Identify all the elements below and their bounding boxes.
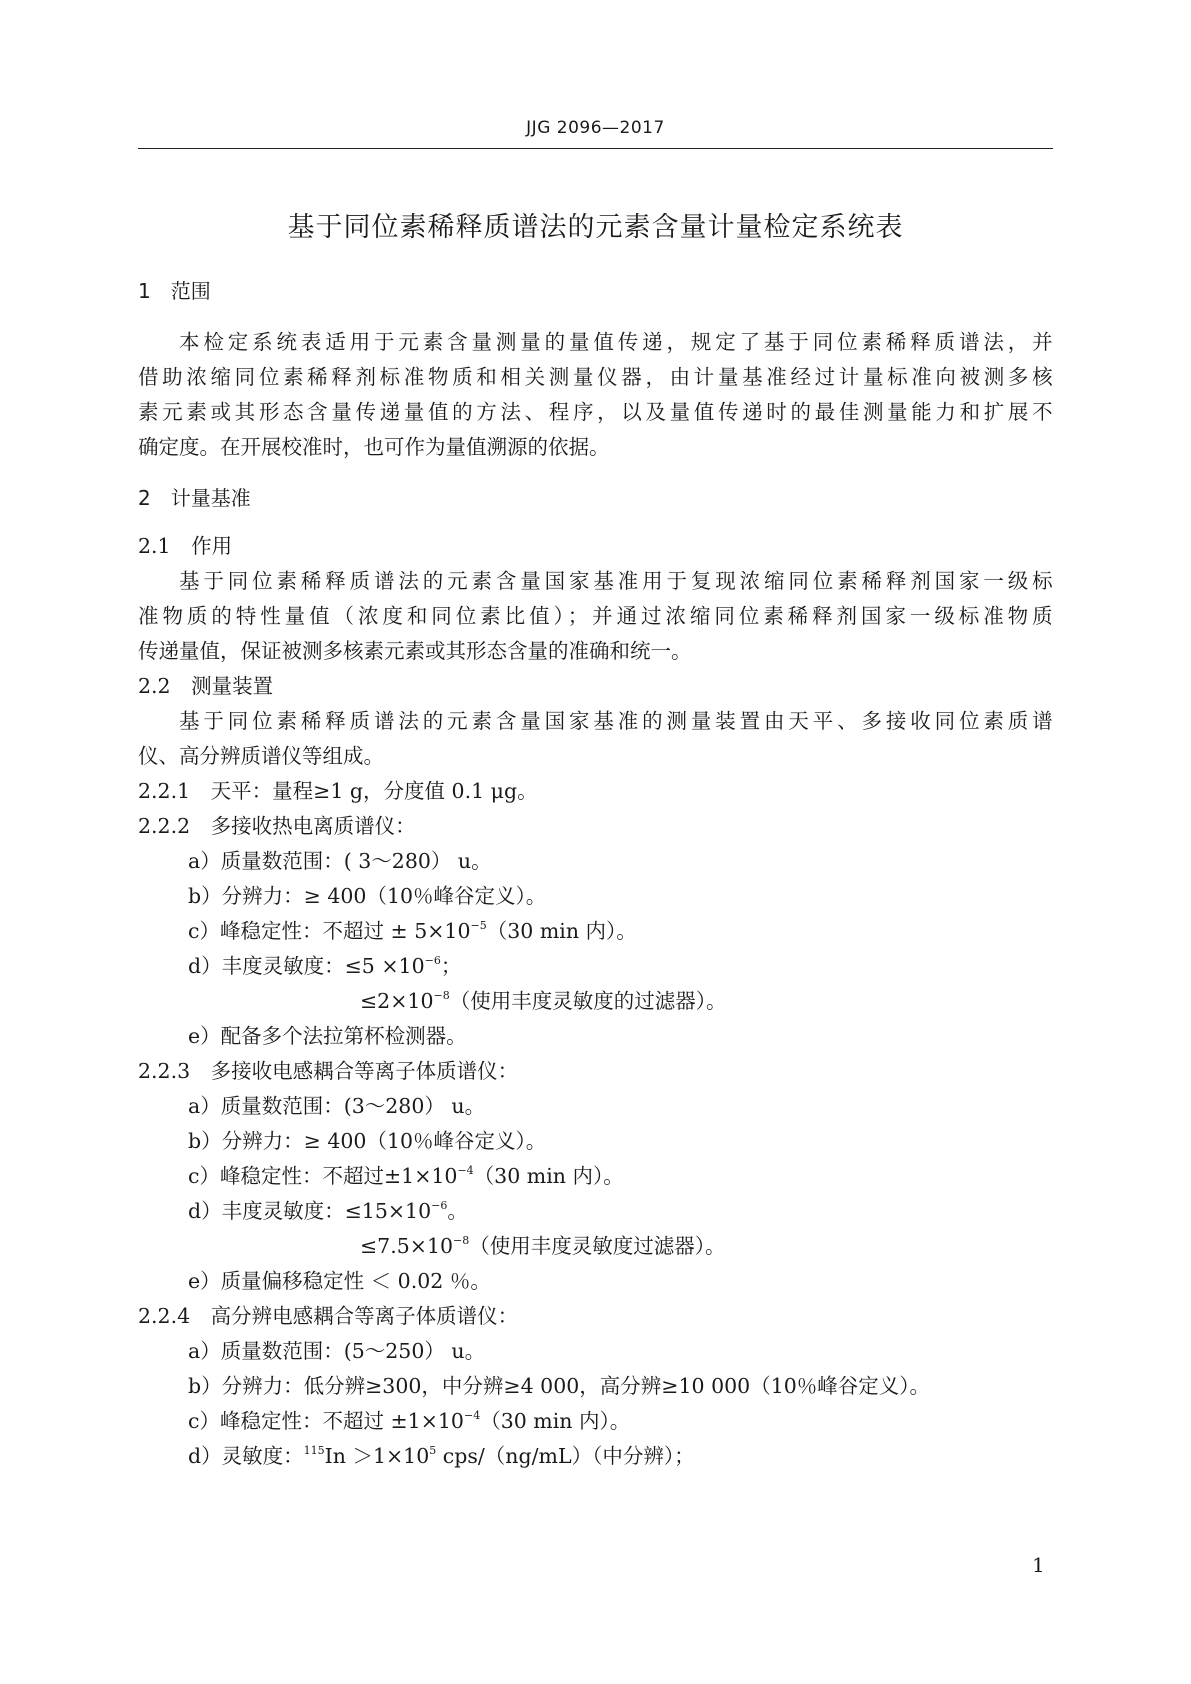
item-2-2-3-d-cont: $\le 7.5\times 10^{-8}$（使用丰度灵敏度过滤器）。 [360, 1234, 726, 1258]
item-2-2-3-c: c）峰稳定性：不超过$\pm 1\times 10^{-4}(30$ min 内）。 [188, 1164, 624, 1188]
page-number: 1 [1032, 1553, 1045, 1577]
item-2-2-3-heading: 2.2.3 多接收电感耦合等离子体质谱仪： [138, 1059, 519, 1083]
s22-para-line-2: 仪、高分辨质谱仪等组成。 [138, 744, 384, 768]
s21-para-line-2: 准物质的特性量值（浓度和同位素比值）；并通过浓缩同位素稀释剂国家一级标准物质 [138, 604, 1053, 628]
item-2-2-3-e: e）质量偏移稳定性 ＜ 0.02 ％。 [188, 1269, 491, 1293]
s1-para-line-1: 本检定系统表适用于元素含量测量的量值传递，规定了基于同位素稀释质谱法，并 [179, 330, 1053, 354]
superscript: −6 [431, 1199, 448, 1212]
item-2-2-2-heading: 2.2.2 多接收热电离质谱仪： [138, 814, 416, 838]
item-2-2-2-d: d）丰度灵敏度：$\le 5 \times 10^{-6}$； [188, 954, 462, 978]
item-2-2-4-c: c）峰稳定性：不超过 $\pm 1\times 10^{-4}(30$ min 内）。 [188, 1409, 631, 1433]
header-rule [138, 148, 1053, 149]
superscript: −4 [457, 1164, 474, 1177]
superscript: −4 [463, 1409, 481, 1422]
s22-para-line-1: 基于同位素稀释质谱法的元素含量国家基准的测量装置由天平、多接收同位素质谱 [179, 709, 1053, 733]
superscript: −8 [453, 1234, 470, 1247]
s21-para-line-3: 传递量值，保证被测多核素元素或其形态含量的准确和统一。 [138, 639, 692, 663]
s1-para-line-3: 素元素或其形态含量传递量值的方法、程序，以及量值传递时的最佳测量能力和扩展不 [138, 400, 1053, 424]
item-2-2-3-b: b）分辨力：≥ 400（10％峰谷定义）。 [188, 1129, 547, 1153]
item-2-2-2-a: a）质量数范围：( 3～280） u。 [188, 849, 492, 873]
section-2-1-heading: 2.1 作用 [138, 534, 233, 558]
running-header: JJG 2096—2017 [526, 118, 665, 138]
section-2-2-heading: 2.2 测量装置 [138, 674, 274, 698]
section-2-heading: 2 计量基准 [138, 486, 251, 510]
item-2-2-4-heading: 2.2.4 高分辨电感耦合等离子体质谱仪： [138, 1304, 519, 1328]
item-2-2-4-b: b）分辨力：低分辨≥300，中分辨≥4 000，高分辨≥10 000（10％峰谷定义）。 [188, 1374, 931, 1398]
item-2-2-2-c: c）峰稳定性：不超过 ± $5\times 10^{-5}(30$ min 内）。 [188, 919, 637, 943]
superscript: 5 [429, 1444, 437, 1457]
item-2-2-2-e: e）配备多个法拉第杯检测器。 [188, 1024, 467, 1048]
s1-para-line-4: 确定度。在开展校准时，也可作为量值溯源的依据。 [138, 435, 610, 459]
section-1-heading: 1 范围 [138, 279, 211, 303]
item-2-2-4-a: a）质量数范围：(5～250） u。 [188, 1339, 486, 1363]
item-2-2-3-d: d）丰度灵敏度：$\le 15\times 10^{-6}$。 [188, 1199, 468, 1223]
superscript: 115 [303, 1444, 325, 1457]
item-2-2-2-b: b）分辨力：≥ 400（10％峰谷定义）。 [188, 884, 547, 908]
s1-para-line-2: 借助浓缩同位素稀释剂标准物质和相关测量仪器，由计量基准经过计量标准向被测多核 [138, 365, 1053, 389]
item-2-2-2-d-cont: $\le 2\times 10^{-8}$（使用丰度灵敏度的过滤器）。 [360, 989, 727, 1013]
document-title: 基于同位素稀释质谱法的元素含量计量检定系统表 [287, 212, 904, 243]
superscript: −5 [470, 919, 487, 932]
item-2-2-4-d: d）灵敏度：$^{115}In >1\times 10^5$ cps/（ng/mL）（中分辨）； [188, 1444, 695, 1468]
item-2-2-3-a: a）质量数范围：(3～280） u。 [188, 1094, 486, 1118]
superscript: −6 [424, 954, 441, 967]
item-2-2-1: 2.2.1 天平：量程≥1 g，分度值 0.1 μg。 [138, 779, 538, 803]
superscript: −8 [433, 989, 450, 1002]
s21-para-line-1: 基于同位素稀释质谱法的元素含量国家基准用于复现浓缩同位素稀释剂国家一级标 [179, 569, 1053, 593]
